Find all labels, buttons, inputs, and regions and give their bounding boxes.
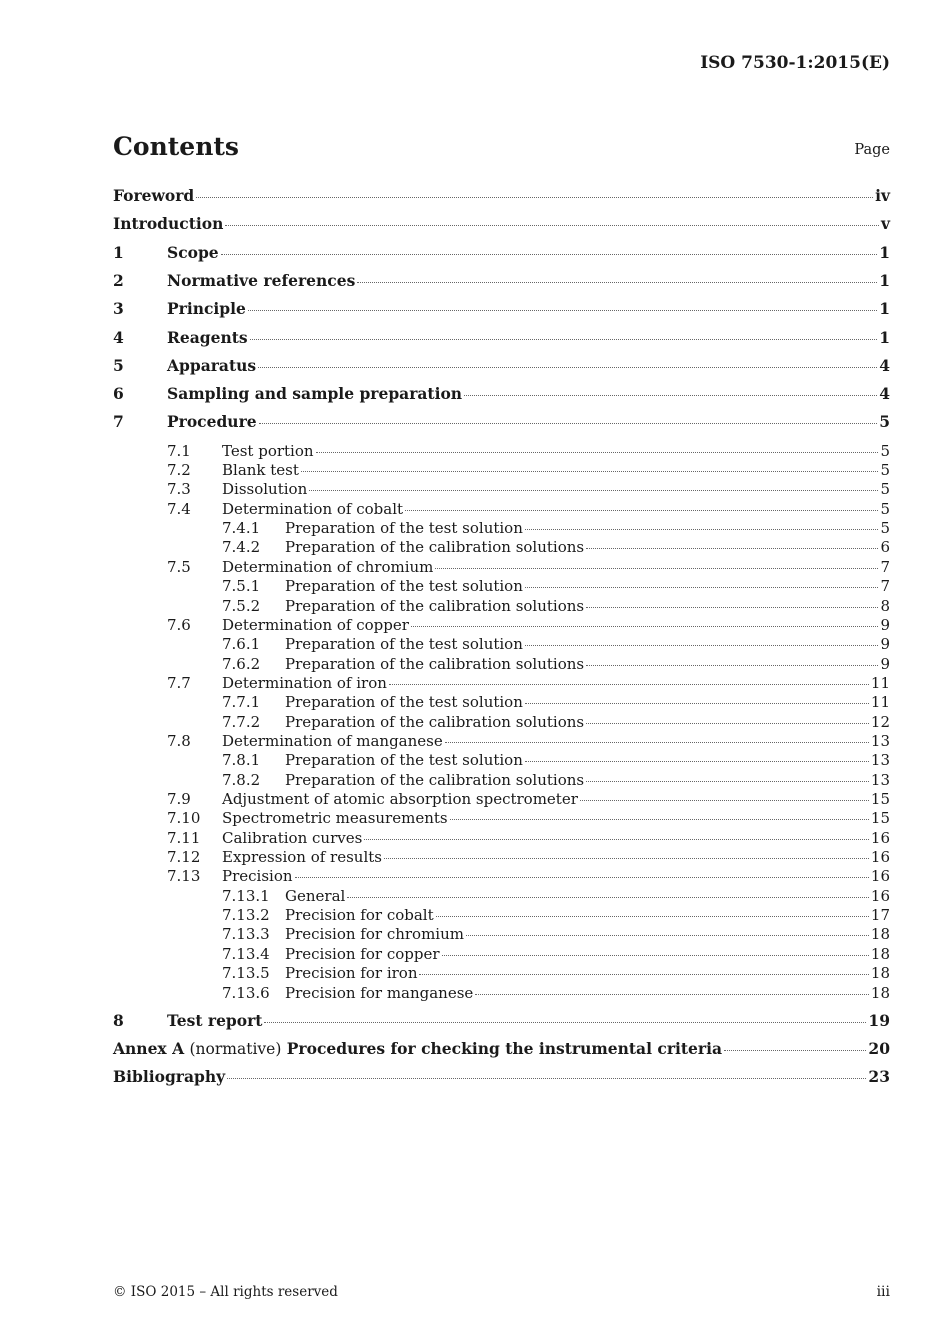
toc-entry-page: 11: [870, 673, 890, 692]
annex-type: (normative): [189, 1040, 282, 1059]
dot-leader: [309, 490, 878, 491]
dot-leader: [221, 254, 878, 255]
toc-entry-page: 8: [880, 596, 890, 615]
toc-entry-page: 1: [879, 242, 890, 262]
toc-entry[interactable]: [113, 808, 890, 828]
toc-entry-page: 16: [870, 867, 890, 886]
toc-entry[interactable]: [113, 654, 890, 674]
dot-leader: [525, 761, 869, 762]
dot-leader: [464, 395, 877, 396]
toc-entry-page: 5: [880, 480, 890, 499]
dot-leader: [586, 723, 869, 724]
page-title: Contents: [113, 132, 240, 161]
toc-entry-page: 9: [880, 635, 890, 654]
toc-entry-title: Precision for iron: [285, 964, 418, 983]
dot-leader: [435, 568, 878, 569]
page-number: iii: [876, 1284, 890, 1300]
toc-entry[interactable]: [113, 441, 890, 461]
toc-entry[interactable]: [113, 412, 890, 432]
toc-entry-number: 7.7.2: [222, 712, 261, 731]
toc-entry[interactable]: [113, 692, 890, 712]
dot-leader: [316, 452, 879, 453]
toc-entry-page: 18: [870, 983, 890, 1002]
toc-entry[interactable]: [113, 1011, 890, 1031]
annex-title: Procedures for checking the instrumental criteria: [286, 1039, 722, 1059]
dot-leader: [450, 819, 869, 820]
dot-leader: [580, 800, 869, 801]
toc-entry-number: 7.5.2: [222, 596, 261, 615]
toc-entry[interactable]: [113, 537, 890, 557]
toc-entry[interactable]: [113, 356, 890, 376]
toc-entry-title: Preparation of the calibration solutions: [285, 538, 585, 557]
toc-entry-number: 7.4.2: [222, 538, 261, 557]
toc-entry-title: Determination of manganese: [222, 731, 443, 750]
dot-leader: [227, 1078, 866, 1079]
dot-leader: [586, 665, 878, 666]
dot-leader: [466, 935, 869, 936]
toc-entry-title: Determination of copper: [222, 615, 409, 634]
toc-entry[interactable]: [113, 847, 890, 867]
toc-entry[interactable]: [113, 983, 890, 1003]
toc-entry-page: v: [880, 214, 890, 234]
toc-entry-page: 19: [868, 1010, 890, 1030]
toc-entry-title: Precision for cobalt: [285, 906, 434, 925]
page-column-label: Page: [854, 142, 890, 158]
toc-entry-page: 1: [879, 327, 890, 347]
toc-entry-title: Precision: [222, 867, 293, 886]
toc-entry[interactable]: [113, 479, 890, 499]
annex-label: Annex A: [113, 1039, 185, 1059]
toc-entry-title: [113, 1039, 722, 1059]
toc-entry-page: 13: [870, 770, 890, 789]
toc-entry-number: 7.8: [167, 731, 191, 750]
toc-entry[interactable]: [113, 905, 890, 925]
toc-entry-page: 9: [880, 654, 890, 673]
toc-entry-page: 5: [880, 499, 890, 518]
toc-entry-page: 6: [880, 538, 890, 557]
toc-entry-number: 7.8.2: [222, 770, 261, 789]
toc-entry[interactable]: [113, 499, 890, 519]
dot-leader: [436, 916, 869, 917]
toc-entry-title: Expression of results: [222, 848, 382, 867]
toc-entry-number: 7.4: [167, 499, 191, 518]
toc-entry[interactable]: [113, 963, 890, 983]
toc-entry-title: Calibration curves: [222, 828, 363, 847]
toc-entry-page: 16: [870, 848, 890, 867]
toc-entry-title: Preparation of the test solution: [285, 751, 523, 770]
toc-entry-title: Reagents: [167, 327, 248, 347]
toc-entry-number: 7.7.1: [222, 693, 261, 712]
toc-entry-number: 7: [113, 412, 124, 432]
dot-leader: [225, 225, 879, 226]
toc-entry-title: Dissolution: [222, 480, 308, 499]
toc-entry-title: Test portion: [222, 441, 314, 460]
toc-entry-page: 4: [879, 384, 890, 404]
dot-leader: [419, 974, 868, 975]
toc-entry[interactable]: [113, 828, 890, 848]
toc-entry-page: 9: [880, 615, 890, 634]
toc-entry-title: Principle: [167, 299, 246, 319]
toc-entry[interactable]: [113, 214, 890, 234]
toc-entry-page: 20: [868, 1039, 890, 1059]
dot-leader: [525, 529, 879, 530]
toc-entry-number: 7.5: [167, 557, 191, 576]
copyright-notice: © ISO 2015 – All rights reserved: [113, 1284, 338, 1300]
toc-entry-number: 1: [113, 242, 124, 262]
dot-leader: [250, 339, 878, 340]
dot-leader: [586, 607, 878, 608]
toc-entry-number: 7.11: [167, 828, 201, 847]
toc-entry[interactable]: [113, 634, 890, 654]
toc-entry-number: 7.13.3: [222, 925, 270, 944]
toc-entry-page: 13: [870, 731, 890, 750]
toc-entry[interactable]: [113, 866, 890, 886]
toc-entry-title: Preparation of the calibration solutions: [285, 596, 585, 615]
dot-leader: [525, 645, 879, 646]
toc-entry-page: 5: [880, 519, 890, 538]
toc-entry-page: iv: [875, 186, 890, 205]
toc-entry-title: Normative references: [167, 270, 356, 290]
dot-leader: [445, 742, 869, 743]
toc-entry[interactable]: [113, 789, 890, 809]
toc-entry[interactable]: [113, 186, 890, 206]
toc-entry[interactable]: [113, 1067, 890, 1087]
toc-entry-page: 15: [870, 809, 890, 828]
toc-entry-number: 7.1: [167, 441, 191, 460]
toc-entry-page: 13: [870, 751, 890, 770]
toc-entry-title: Preparation of the test solution: [285, 577, 523, 596]
toc-entry-title: Apparatus: [167, 355, 257, 375]
toc-entry[interactable]: [113, 924, 890, 944]
toc-entry-number: 2: [113, 270, 124, 290]
toc-entry-number: 7.5.1: [222, 577, 261, 596]
dot-leader: [442, 955, 869, 956]
toc-entry-number: 7.6: [167, 615, 191, 634]
toc-entry-title: Preparation of the calibration solutions: [285, 654, 585, 673]
dot-leader: [405, 510, 878, 511]
dot-leader: [411, 626, 879, 627]
toc-entry-page: 16: [870, 828, 890, 847]
dot-leader: [586, 781, 869, 782]
dot-leader: [357, 282, 877, 283]
dot-leader: [258, 367, 877, 368]
dot-leader: [196, 197, 873, 198]
toc-entry-number: 7.8.1: [222, 751, 261, 770]
toc-entry[interactable]: [113, 750, 890, 770]
toc-entry-title: Sampling and sample preparation: [167, 384, 463, 404]
toc-entry[interactable]: [113, 557, 890, 577]
toc-entry-number: 7.13: [167, 867, 201, 886]
toc-entry-number: 7.13.6: [222, 983, 270, 1002]
toc-entry[interactable]: [113, 673, 890, 693]
toc-entry[interactable]: [113, 243, 890, 263]
dot-leader: [347, 897, 869, 898]
toc-entry-title: Precision for manganese: [285, 983, 474, 1002]
toc-entry[interactable]: [113, 944, 890, 964]
toc-entry-page: 15: [870, 790, 890, 808]
toc-entry-page: 17: [870, 906, 890, 925]
toc-entry[interactable]: [113, 271, 890, 291]
toc-entry-title: Blank test: [222, 461, 299, 480]
toc-entry-number: 8: [113, 1010, 124, 1030]
toc-entry-number: 7.13.2: [222, 906, 270, 925]
toc-entry-number: 7.13.4: [222, 944, 270, 963]
toc-entry-number: 7.3: [167, 480, 191, 499]
toc-entry[interactable]: [113, 299, 890, 319]
toc-entry[interactable]: [113, 770, 890, 790]
toc-entry-number: 7.6.2: [222, 654, 261, 673]
dot-leader: [364, 839, 869, 840]
dot-leader: [586, 548, 878, 549]
toc-entry[interactable]: [113, 712, 890, 732]
toc-entry[interactable]: [113, 886, 890, 906]
toc-entry[interactable]: [113, 328, 890, 348]
toc-entry-page: 5: [880, 461, 890, 480]
toc-entry-title: Precision for copper: [285, 944, 440, 963]
toc-entry-page: 12: [870, 712, 890, 731]
dot-leader: [525, 703, 869, 704]
toc-entry-number: 5: [113, 355, 124, 375]
toc-entry-page: 18: [870, 964, 890, 983]
toc-entry[interactable]: [113, 518, 890, 538]
toc-entry-page: 1: [879, 299, 890, 319]
toc-entry-number: 7.13.5: [222, 964, 270, 983]
toc-entry-page: 5: [880, 441, 890, 460]
toc-entry-title: Determination of iron: [222, 673, 387, 692]
toc-entry[interactable]: [113, 460, 890, 480]
dot-leader: [301, 471, 879, 472]
toc-entry-number: 7.12: [167, 848, 201, 867]
toc-entry-number: 7.7: [167, 673, 191, 692]
toc-entry-title: Preparation of the test solution: [285, 693, 523, 712]
toc-entry[interactable]: [113, 615, 890, 635]
toc-entry-number: 7.4.1: [222, 519, 261, 538]
toc-entry[interactable]: [113, 1039, 890, 1059]
toc-entry-page: 7: [880, 557, 890, 576]
dot-leader: [248, 310, 877, 311]
toc-entry-title: Preparation of the test solution: [285, 519, 523, 538]
toc-entry-number: 7.9: [167, 790, 191, 808]
toc-entry-title: Precision for chromium: [285, 925, 464, 944]
toc-entry-page: 5: [879, 412, 890, 432]
toc-entry-title: Adjustment of atomic absorption spectrometer: [222, 790, 578, 808]
dot-leader: [264, 1022, 866, 1023]
toc-entry-number: 7.13.1: [222, 886, 270, 905]
toc-entry-title: Scope: [167, 242, 219, 262]
toc-entry-page: 18: [870, 944, 890, 963]
dot-leader: [295, 877, 869, 878]
toc-entry-page: 7: [880, 577, 890, 596]
dot-leader: [475, 994, 869, 995]
toc-entry-title: Foreword: [113, 186, 195, 205]
toc-entry-page: 23: [868, 1067, 890, 1087]
toc-entry-page: 16: [870, 886, 890, 905]
toc-entry-title: General: [285, 886, 346, 905]
toc-entry-number: 7.6.1: [222, 635, 261, 654]
toc-entry-title: Determination of chromium: [222, 557, 434, 576]
toc-entry-page: 1: [879, 270, 890, 290]
toc-entry-page: 11: [870, 693, 890, 712]
toc-entry-title: Determination of cobalt: [222, 499, 404, 518]
toc-entry-title: Test report: [167, 1010, 263, 1030]
dot-leader: [384, 858, 869, 859]
dot-leader: [259, 423, 878, 424]
toc-entry-title: Preparation of the calibration solutions: [285, 712, 585, 731]
toc-entry[interactable]: [113, 576, 890, 596]
toc-entry-page: 18: [870, 925, 890, 944]
toc-entry-title: Introduction: [113, 214, 224, 234]
toc-entry-number: 4: [113, 327, 124, 347]
dot-leader: [389, 684, 869, 685]
toc-entry[interactable]: [113, 384, 890, 404]
toc-entry-title: Preparation of the calibration solutions: [285, 770, 585, 789]
dot-leader: [724, 1050, 866, 1051]
toc-entry-number: 7.2: [167, 461, 191, 480]
toc-entry-title: Bibliography: [113, 1067, 226, 1087]
toc-entry-title: Spectrometric measurements: [222, 809, 448, 828]
toc-entry-number: 7.10: [167, 809, 201, 828]
toc-entry[interactable]: [113, 596, 890, 616]
toc-entry-title: Procedure: [167, 412, 257, 432]
toc-entry[interactable]: [113, 731, 890, 751]
dot-leader: [525, 587, 879, 588]
toc-entry-title: Preparation of the test solution: [285, 635, 523, 654]
toc-entry-number: 3: [113, 299, 124, 319]
document-identifier: ISO 7530-1:2015(E): [700, 53, 890, 73]
toc-entry-page: 4: [879, 355, 890, 375]
toc-entry-number: 6: [113, 384, 124, 404]
